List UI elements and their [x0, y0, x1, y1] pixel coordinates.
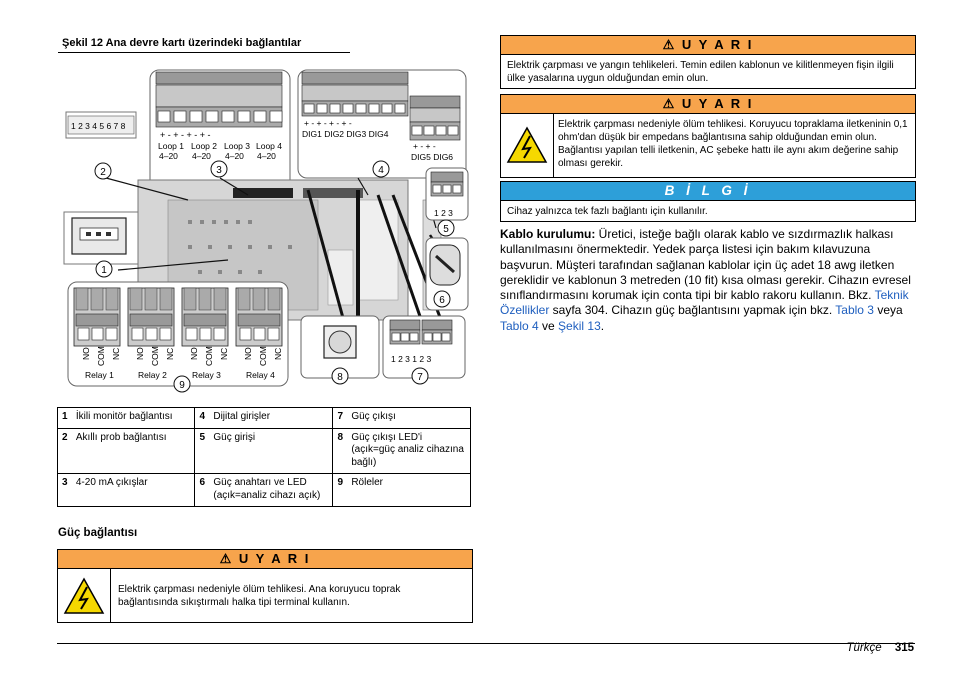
circuit-board-figure — [58, 60, 470, 395]
dip-numbers: 1 2 3 4 5 6 7 8 — [71, 121, 126, 131]
warning-box-fire — [500, 35, 916, 89]
svg-text:4: 4 — [378, 165, 384, 176]
loop-signs: + - + - + - + - — [160, 130, 211, 140]
footer — [846, 642, 914, 654]
relay3-com: COM — [204, 346, 214, 366]
warning-triangle-icon: ⚠ — [662, 37, 677, 52]
relay2-no: NO — [135, 347, 145, 360]
svg-text:6: 6 — [439, 295, 445, 306]
link-table-3[interactable]: Tablo 3 — [835, 303, 874, 318]
svg-text:3: 3 — [216, 165, 222, 176]
page-number: 315 — [894, 642, 914, 654]
link-table-4[interactable]: Tablo 4 — [500, 318, 539, 333]
relay3-nc: NC — [219, 347, 229, 360]
loop-range-4: 4–20 — [257, 151, 276, 161]
warning-text: Elektrik çarpması nedeniyle ölüm tehlikesi. Koruyucu topraklama iletkeninin 0,1 ohm'dan düşük bir empedans bağlantısına sahip olduğundan emin olun. Bağlantısı yapılan telli iletkenin, AC şebeke hattı ile aynı akım değerine sahip olması gerekir. — [558, 119, 908, 169]
dig56-labels: DIG5 DIG6 — [411, 152, 454, 162]
cable-label: Kablo kurulumu: — [500, 227, 596, 241]
relay-label-3: Relay 3 — [192, 370, 221, 380]
cable-installation-paragraph: Kablo kurulumu: Üretici, isteğe bağlı olarak kablo ve sızdırmazlık halkası kullanılmasını önermektedir. Yedek parça listesi için bakım kılavuzuna başvurun. Müşteri tarafından sağlanan kablolar için üç adet 18 awg iletken gereklidir ve kablonun 3 metreden (10 fit) kısa olması gerekir. Cihazın evresel sınıflandırmasını korumak için conta tipi bir kablo rakoru kullanın. Bkz. Teknik Özellikler sayfa 304. Cihazın güç bağlantısını yapmak için bkz. Tablo 3 veya Tablo 4 ve Şekil 13. — [500, 227, 911, 333]
relay-label-1: Relay 1 — [85, 370, 114, 380]
electrical-hazard-icon — [501, 114, 553, 177]
warning-header: ⚠ U Y A R I — [501, 95, 915, 114]
loop-label-3: Loop 3 — [224, 141, 250, 151]
loop-range-3: 4–20 — [225, 151, 244, 161]
figure-title-rule — [58, 52, 350, 53]
loop-label-4: Loop 4 — [256, 141, 282, 151]
warning-text: Elektrik çarpması ve yangın tehlikeleri. Temin edilen kablonun ve kilitlenmeyen fişin ilgili ülke yasalarına uygun olduğundan emin olun. — [507, 60, 894, 84]
power-output-pins: 1 2 3 1 2 3 — [391, 354, 432, 364]
dig56-signs: + - + - — [413, 141, 436, 151]
figure-title: Şekil 12 Ana devre kartı üzerindeki bağlantılar — [62, 37, 302, 49]
loop-range-1: 4–20 — [159, 151, 178, 161]
warning-header: ⚠ U Y A R I — [501, 36, 915, 55]
table-row: 2 Akıllı prob bağlantısı 5 Güç girişi 8 Güç çıkışı LED'i (açık=güç analiz cihazına bağlı) — [58, 428, 471, 474]
loop-label-2: Loop 2 — [191, 141, 217, 151]
table-row: 1 İkili monitör bağlantısı 4 Dijital girişler 7 Güç çıkışı — [58, 408, 471, 429]
relay2-com: COM — [150, 346, 160, 366]
warning-text: Elektrik çarpması nedeniyle ölüm tehlikesi. Ana koruyucu toprak bağlantısında sıkıştırmalı halka tipi terminal kullanın. — [118, 584, 401, 608]
relay1-no: NO — [81, 347, 91, 360]
info-header: B İ L G İ — [501, 182, 915, 201]
power-input-pins: 1 2 3 — [434, 208, 453, 218]
relay1-nc: NC — [111, 347, 121, 360]
table-row: 3 4-20 mA çıkışlar 6 Güç anahtarı ve LED (açık=analiz cihazı açık) 9 Röleler — [58, 474, 471, 507]
svg-text:5: 5 — [443, 224, 449, 235]
relay-label-2: Relay 2 — [138, 370, 167, 380]
figure-legend-table — [57, 407, 471, 507]
electrical-hazard-icon — [58, 569, 110, 622]
svg-text:1: 1 — [101, 265, 107, 276]
dig-labels: DIG1 DIG2 DIG3 DIG4 — [302, 129, 389, 139]
relay4-no: NO — [243, 347, 253, 360]
warning-header: ⚠ U Y A R I — [58, 550, 472, 569]
link-technical-specs[interactable]: Teknik Özellikler — [500, 288, 909, 318]
svg-text:9: 9 — [179, 380, 185, 391]
relay4-com: COM — [258, 346, 268, 366]
svg-text:8: 8 — [337, 372, 343, 383]
warning-box-grounding — [500, 94, 916, 178]
relay-label-4: Relay 4 — [246, 370, 275, 380]
info-box — [500, 181, 916, 222]
dig-signs: + - + - + - + - — [304, 118, 352, 128]
relay2-nc: NC — [165, 347, 175, 360]
footer-rule — [57, 643, 915, 644]
warning-triangle-icon: ⚠ — [219, 551, 234, 566]
info-text: Cihaz yalnızca tek fazlı bağlantı için kullanılır. — [507, 206, 708, 217]
loop-label-1: Loop 1 — [158, 141, 184, 151]
svg-text:2: 2 — [100, 167, 106, 178]
loop-range-2: 4–20 — [192, 151, 211, 161]
svg-text:7: 7 — [417, 372, 423, 383]
relay3-no: NO — [189, 347, 199, 360]
relay4-nc: NC — [273, 347, 283, 360]
section-heading-power: Güç bağlantısı — [58, 527, 138, 539]
footer-language: Türkçe — [846, 642, 882, 654]
warning-box-ground — [57, 549, 473, 623]
warning-triangle-icon: ⚠ — [662, 96, 677, 111]
relay1-com: COM — [96, 346, 106, 366]
link-figure-13[interactable]: Şekil 13 — [558, 318, 601, 333]
